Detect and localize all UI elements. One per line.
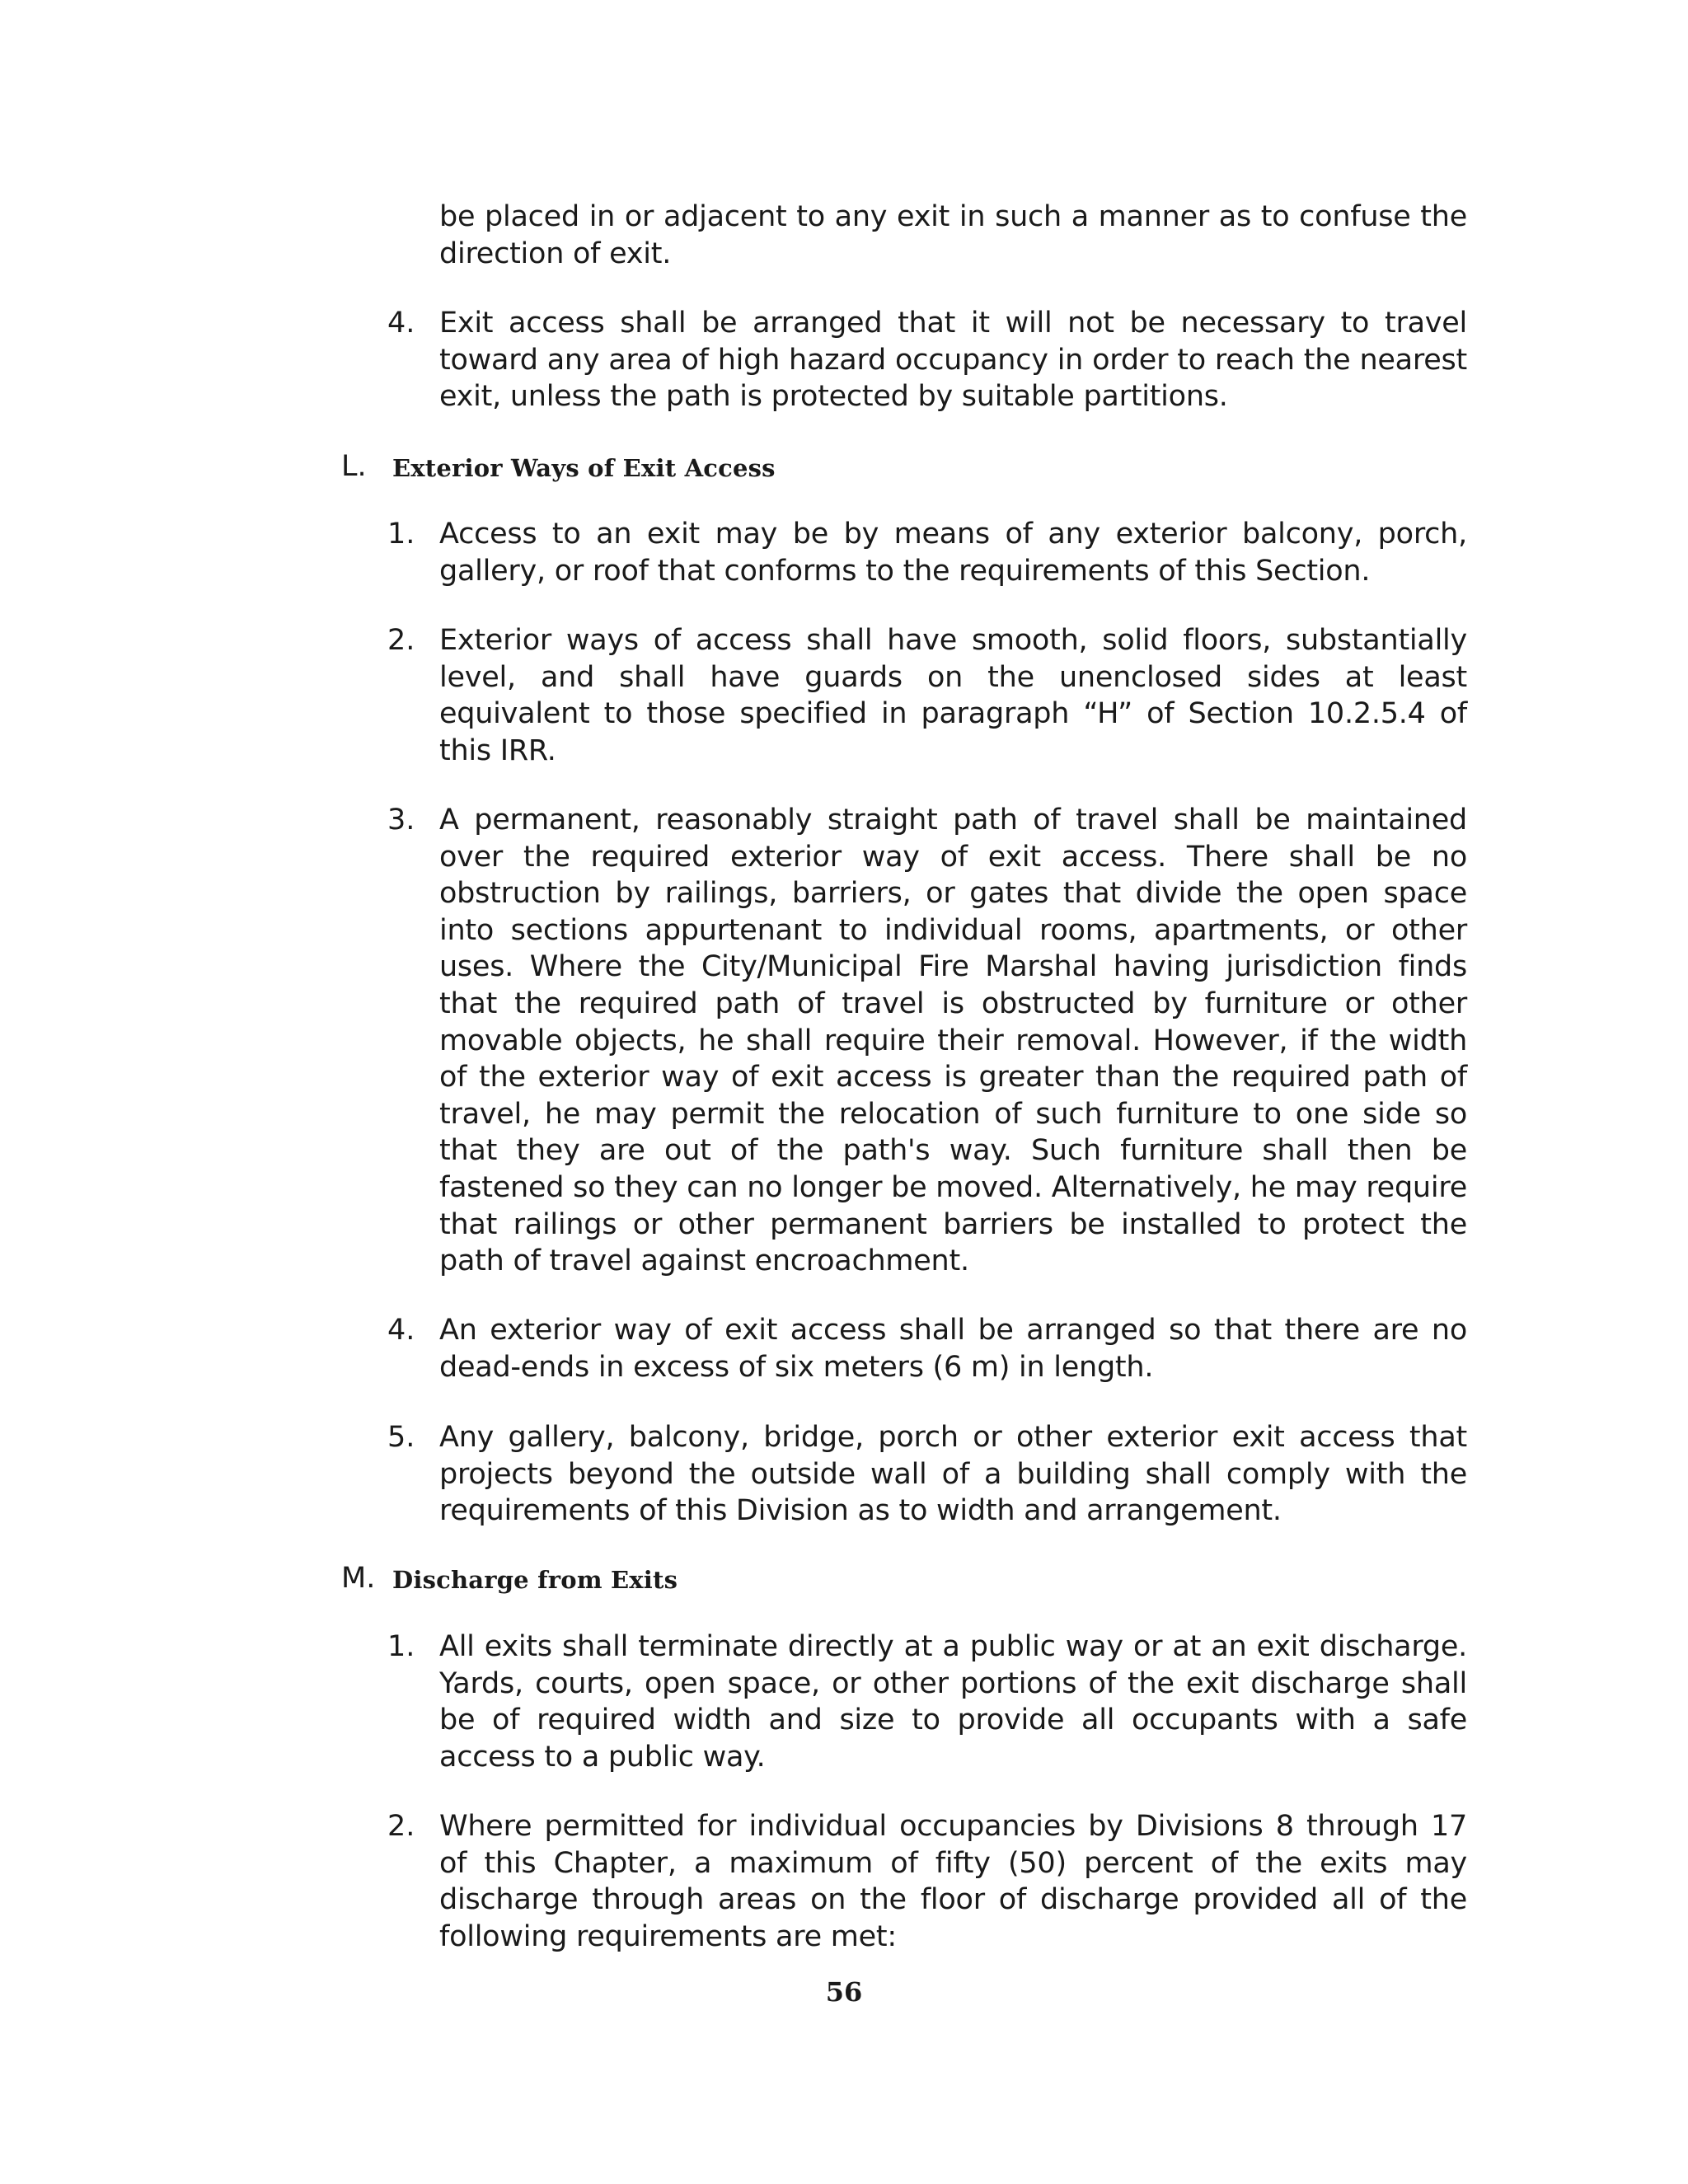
continuation-paragraph: be placed in or adjacent to any exit in such a manner as to confuse the direction of exit. xyxy=(439,200,1467,270)
item-text: Access to an exit may be by means of any exterior balcony, porch, gallery, or roof that conforms to the requirements of this Section. xyxy=(439,518,1467,588)
item-text: Any gallery, balcony, bridge, porch or other exterior exit access that projects beyond the outside wall of a building shall comply with the requirements of this Division as to width and arrangement. xyxy=(439,1421,1467,1528)
section-title: Discharge from Exits xyxy=(392,1566,678,1594)
item-number: 3. xyxy=(387,804,415,837)
item-number: 4. xyxy=(387,307,415,340)
section-letter: M. xyxy=(341,1562,376,1595)
item-number: 1. xyxy=(387,518,415,551)
item-text: All exits shall terminate directly at a public way or at an exit discharge. Yards, courts, open space, or other portions of the exit discharge shall be of required width and size to provide all occupants with a safe access to a public way. xyxy=(439,1630,1467,1774)
section-heading-l xyxy=(341,448,1467,485)
page-number: 56 xyxy=(825,1976,863,2008)
section-title: Exterior Ways of Exit Access xyxy=(392,454,776,482)
item-number: 5. xyxy=(387,1421,415,1454)
item-number: 1. xyxy=(387,1630,415,1663)
section-heading-m xyxy=(341,1560,1467,1596)
item-text: Where permitted for individual occupancies by Divisions 8 through 17 of this Chapter, a maximum of fifty (50) percent of the exits may discharge through areas on the floor of discharge provided all of the following requirements are met: xyxy=(439,1810,1467,1953)
item-text: An exterior way of exit access shall be arranged so that there are no dead-ends in excess of six meters (6 m) in length. xyxy=(439,1314,1467,1384)
section-letter: L. xyxy=(341,450,367,483)
item-text: Exit access shall be arranged that it will not be necessary to travel toward any area of high hazard occupancy in order to reach the nearest exit, unless the path is protected by suitable partitions. xyxy=(439,307,1467,414)
item-number: 2. xyxy=(387,1810,415,1843)
item-number: 2. xyxy=(387,624,415,657)
item-text: A permanent, reasonably straight path of travel shall be maintained over the required exterior way of exit access. There shall be no obstruction by railings, barriers, or gates that divide the open space into sections appurtenant to individual rooms, apartments, or other uses. Where the City/Municipal Fire Marshal having jurisdiction finds that the required path of travel is obstructed by furniture or other movable objects, he shall require their removal. However, if the width of the exterior way of exit access is greater than the required path of travel, he may permit the relocation of such furniture to one side so that they are out of the path's way. Such furniture shall then be fastened so they can no longer be moved. Alternatively, he may require that railings or other permanent barriers be installed to protect the path of travel against encroachment. xyxy=(439,804,1467,1278)
item-number: 4. xyxy=(387,1314,415,1347)
item-text: Exterior ways of access shall have smooth, solid floors, substantially level, and shall have guards on the unenclosed sides at least equivalent to those specified in paragraph “H” of Section 10.2.5.4 of this IRR. xyxy=(439,624,1467,767)
